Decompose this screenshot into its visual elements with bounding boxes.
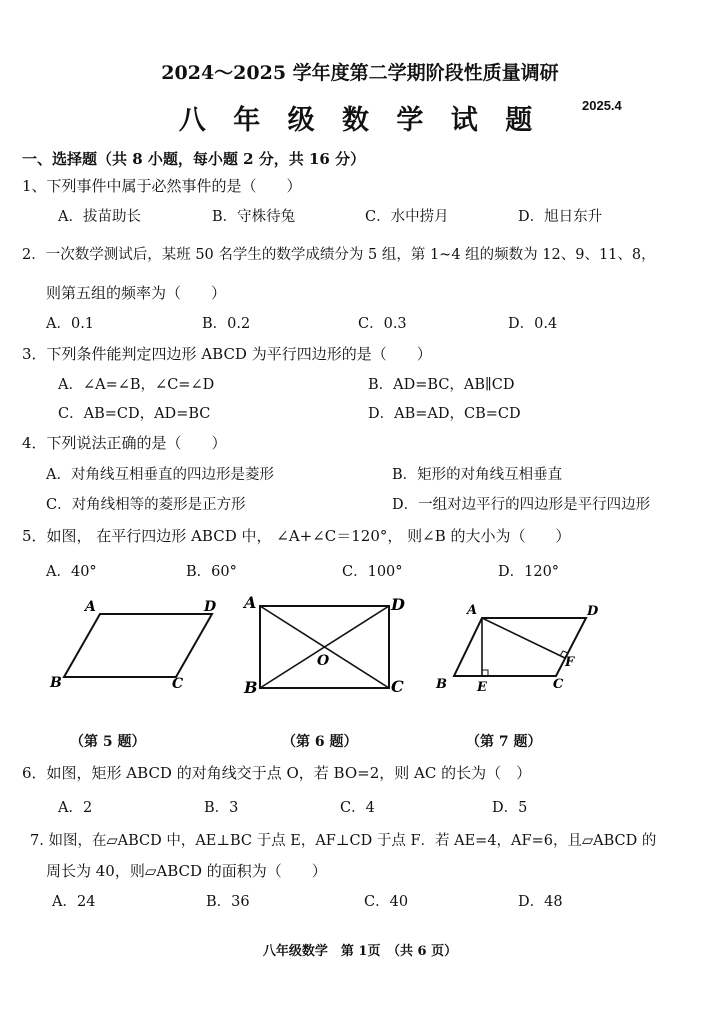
exam-date: 2025.4 — [582, 98, 622, 113]
q2-option-c: C．0.3 — [358, 316, 407, 332]
q4-option-c: C．对角线相等的菱形是正方形 — [46, 497, 246, 513]
fig5-label-b: B — [50, 675, 62, 691]
fig7-altitude-af — [482, 618, 565, 658]
fig6-label-d: D — [391, 595, 405, 614]
fig7-label-b: B — [436, 677, 447, 692]
fig7-label-e: E — [477, 680, 487, 695]
q6-option-c: C．4 — [340, 800, 375, 816]
q6-option-a: A．2 — [58, 800, 93, 816]
q6-option-b: B．3 — [204, 800, 239, 816]
q5-option-c: C．100° — [342, 564, 403, 580]
q2-option-b: B．0.2 — [202, 316, 251, 332]
q5-option-d: D．120° — [498, 564, 560, 580]
fig7-label-d: D — [587, 604, 599, 619]
q5-option-b: B．60° — [186, 564, 237, 580]
question-4-stem: 4．下列说法正确的是（ ） — [22, 434, 227, 452]
q1-option-d: D．旭日东升 — [518, 209, 603, 225]
q7-option-a: A．24 — [52, 894, 96, 910]
q4-option-d: D．一组对边平行的四边形是平行四边形 — [392, 497, 651, 513]
question-6-stem: 6．如图，矩形 ABCD 的对角线交于点 O，若 BO=2，则 AC 的长为（ ） — [22, 764, 532, 782]
q3-option-c: C．AB=CD，AD=BC — [58, 406, 211, 422]
fig7-label-c: C — [553, 677, 564, 692]
fig5-label-c: C — [172, 676, 184, 692]
figures-row — [0, 590, 720, 700]
q2-option-a: A．0.1 — [46, 316, 95, 332]
fig7-label-a: A — [467, 603, 478, 618]
q7-option-c: C．40 — [364, 894, 409, 910]
fig6-label-o: O — [317, 653, 330, 669]
fig6-caption: （第 6 题） — [282, 734, 358, 750]
fig5-parallelogram — [64, 614, 212, 677]
q7-option-b: B．36 — [206, 894, 250, 910]
q4-option-b: B．矩形的对角线互相垂直 — [392, 467, 563, 483]
page-footer: 八年级数学 第 1页 （共 6 页） — [262, 944, 458, 959]
question-1-stem: 1、下列事件中属于必然事件的是（ ） — [22, 177, 302, 195]
q1-option-b: B．守株待兔 — [212, 209, 296, 225]
q2-option-d: D．0.4 — [508, 316, 558, 332]
exam-title: 2024～2025 学年度第二学期阶段性质量调研 — [161, 62, 559, 84]
fig7-caption: （第 7 题） — [466, 734, 542, 750]
q1-option-c: C．水中捞月 — [365, 209, 449, 225]
question-2-stem-line2: 则第五组的频率为（ ） — [46, 284, 227, 302]
fig6-label-c: C — [391, 677, 404, 696]
exam-subtitle: 八 年 级 数 学 试 题 — [178, 105, 542, 136]
q6-option-d: D．5 — [492, 800, 528, 816]
fig6-label-b: B — [244, 678, 258, 697]
question-2-stem: 2．一次数学测试后，某班 50 名学生的数学成绩分为 5 组，第 1~4 组的频数为 12、9、11、8， — [22, 247, 656, 263]
fig5-label-d: D — [204, 599, 217, 615]
q3-option-a: A．∠A=∠B，∠C=∠D — [58, 377, 215, 393]
question-3-stem: 3．下列条件能判定四边形 ABCD 为平行四边形的是（ ） — [22, 345, 432, 363]
figure-6 — [242, 593, 405, 697]
question-5-stem: 5．如图， 在平行四边形 ABCD 中， ∠A+∠C＝120°， 则∠B 的大小为（ ） — [22, 527, 571, 545]
fig5-caption: （第 5 题） — [70, 734, 146, 750]
q5-option-a: A．40° — [46, 564, 97, 580]
figure-5 — [49, 599, 217, 692]
fig7-label-f: F — [565, 655, 575, 670]
question-7-stem-line2: 周长为 40，则▱ABCD 的面积为（ ） — [46, 862, 327, 880]
figure-7 — [435, 603, 599, 695]
question-7-stem: 7. 如图，在▱ABCD 中，AE⊥BC 于点 E，AF⊥CD 于点 F．若 AE=4，AF=6，且▱ABCD 的 — [30, 833, 657, 849]
q1-option-a: A．拔苗助长 — [58, 209, 141, 225]
fig5-label-a: A — [85, 599, 96, 615]
fig6-label-a: A — [244, 593, 257, 612]
q3-option-d: D．AB=AD，CB=CD — [368, 406, 521, 422]
section-heading: 一、选择题（共 8 小题，每小题 2 分，共 16 分） — [22, 150, 366, 168]
q3-option-b: B．AD=BC，AB∥CD — [368, 377, 515, 393]
q7-option-d: D．48 — [518, 894, 563, 910]
q4-option-a: A．对角线互相垂直的四边形是菱形 — [46, 467, 274, 483]
